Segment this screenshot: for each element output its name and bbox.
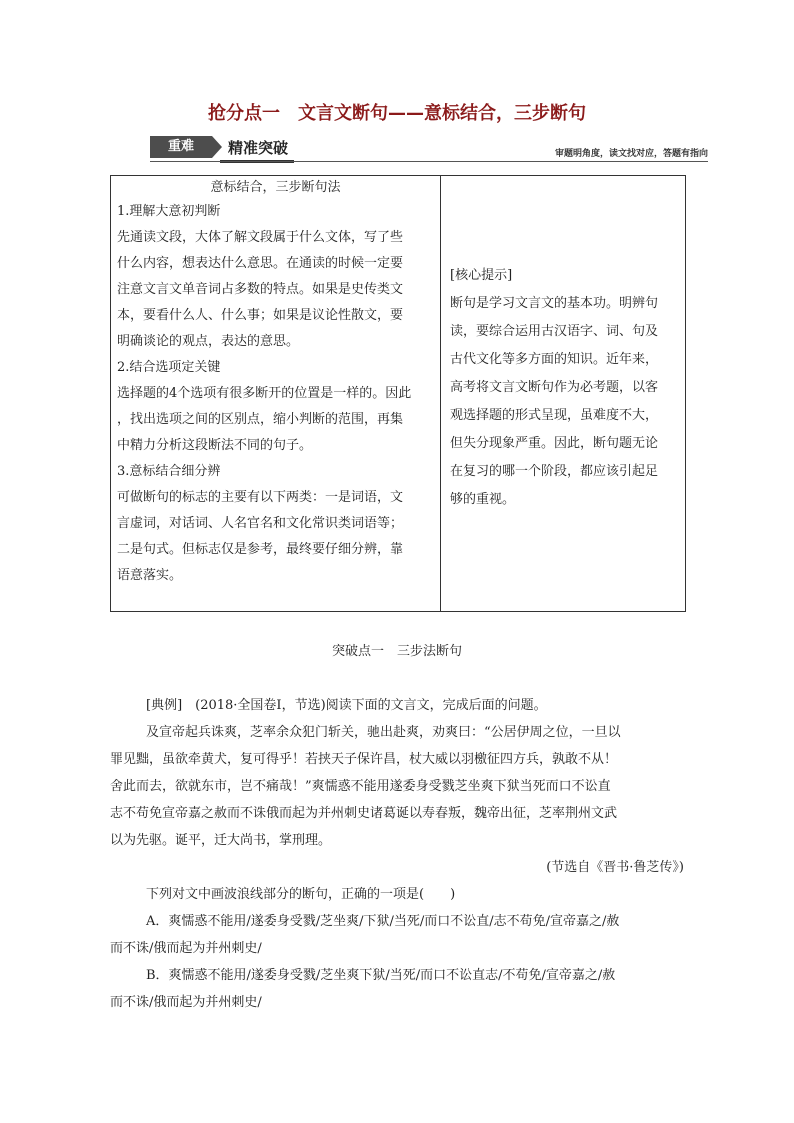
option-line: B．爽懦惑不能用/遂委身受戮/芝坐爽下狱/当死/而口不讼直志/不苟免/宣帝嘉之/赦 bbox=[146, 968, 616, 983]
method-line: 明确谈论的观点，表达的意思。 bbox=[117, 334, 300, 349]
core-tip-line: 在复习的哪一个阶段，都应该引起足 bbox=[450, 464, 659, 479]
banner-hint: 审题明角度，读文找对应，答题有指向 bbox=[554, 149, 708, 159]
banner-subtitle: 精准突破 bbox=[228, 139, 289, 157]
method-line: 2.结合选项定关键 bbox=[117, 360, 221, 375]
method-line: 语意落实。 bbox=[117, 568, 183, 583]
page-title: 抢分点一 文言文断句——意标结合，三步断句 bbox=[208, 103, 586, 124]
section-banner bbox=[150, 136, 708, 160]
method-line: 可做断句的标志的主要有以下两类：一是词语，文 bbox=[117, 490, 404, 505]
method-text bbox=[111, 199, 440, 589]
divider bbox=[150, 161, 708, 162]
section-title: 突破点一 三步法断句 bbox=[331, 644, 462, 659]
core-tip-line: 古代文化等多方面的知识。近年来， bbox=[450, 352, 659, 367]
core-tip-line: 读，要综合运用古汉语字、词、句及 bbox=[450, 324, 659, 339]
passage-line: 以为先驱。诞平，迁大尚书，掌刑理。 bbox=[110, 833, 332, 848]
method-line: 选择题的4个选项有很多断开的位置是一样的。因此 bbox=[117, 386, 412, 401]
question-stem: 下列对文中画波浪线部分的断句，正确的一项是( ) bbox=[146, 887, 456, 902]
option-line: A．爽懦惑不能用/遂委身受戮/芝坐爽/下狱/当死/而口不讼直/志不苟免/宣帝嘉之/赦 bbox=[146, 914, 620, 929]
passage-line: 及宣帝起兵诛爽，芝率余众犯门斩关，驰出赴爽，劝爽曰：“公居伊周之位，一旦以 bbox=[146, 725, 621, 740]
passage-line: 志不苟免宣帝嘉之赦而不诛俄而起为并州刺史诸葛诞以寿春叛，魏帝出征，芝率荆州文武 bbox=[110, 806, 618, 821]
core-tip-line: 够的重视。 bbox=[450, 492, 516, 507]
difficulty-tag: 重难 bbox=[150, 136, 212, 158]
method-line: 注意文言文单音词占多数的特点。如果是史传类文 bbox=[117, 282, 404, 297]
core-tip-column bbox=[441, 176, 685, 611]
example-body bbox=[110, 692, 684, 1016]
core-tip-text bbox=[441, 176, 685, 514]
core-tip-line: 观选择题的形式呈现，虽难度不大， bbox=[450, 408, 659, 423]
method-line: 什么内容，想表达什么意思。在通读的时候一定要 bbox=[117, 256, 404, 271]
method-line: 中精力分析这段断法不同的句子。 bbox=[117, 438, 313, 453]
method-line: 二是句式。但标志仅是参考，最终要仔细分辨，靠 bbox=[117, 542, 404, 557]
core-tip-line: 但失分现象严重。因此，断句题无论 bbox=[450, 436, 659, 451]
answer-options bbox=[110, 908, 684, 1016]
method-table bbox=[110, 175, 686, 612]
method-line: 3.意标结合细分辨 bbox=[117, 464, 221, 479]
core-tip-line: 高考将文言文断句作为必考题，以客 bbox=[450, 380, 659, 395]
method-line: 本，要看什么人、什么事；如果是议论性散文，要 bbox=[117, 308, 404, 323]
method-column bbox=[111, 176, 441, 611]
method-line: 言虚词，对话词、人名官名和文化常识类词语等； bbox=[117, 516, 404, 531]
source-citation: (节选自《晋书·鲁芝传》) bbox=[546, 860, 684, 875]
method-header: 意标结合，三步断句法 bbox=[210, 180, 341, 195]
passage-line: 舍此而去，欲就东市，岂不痛哉！”爽懦惑不能用遂委身受戮芝坐爽下狱当死而口不讼直 bbox=[110, 779, 611, 794]
passage bbox=[110, 719, 684, 854]
method-line: ，找出选项之间的区别点，缩小判断的范围，再集 bbox=[117, 412, 404, 427]
passage-line: 罪见黜，虽欲牵黄犬，复可得乎！若挟天子保许昌，杖大威以羽檄征四方兵，孰敢不从！ bbox=[110, 752, 618, 767]
core-tip-line: [核心提示] bbox=[450, 268, 513, 283]
method-line: 1.理解大意初判断 bbox=[117, 204, 221, 219]
method-line: 先通读文段，大体了解文段属于什么文体，写了些 bbox=[117, 230, 404, 245]
option-line: 而不诛/俄而起为并州刺史/ bbox=[110, 995, 262, 1010]
option-line: 而不诛/俄而起为并州刺史/ bbox=[110, 941, 262, 956]
core-tip-line: 断句是学习文言文的基本功。明辨句 bbox=[450, 296, 659, 311]
example-intro: [典例] (2018·全国卷Ⅰ，节选)阅读下面的文言文，完成后面的问题。 bbox=[146, 698, 547, 713]
